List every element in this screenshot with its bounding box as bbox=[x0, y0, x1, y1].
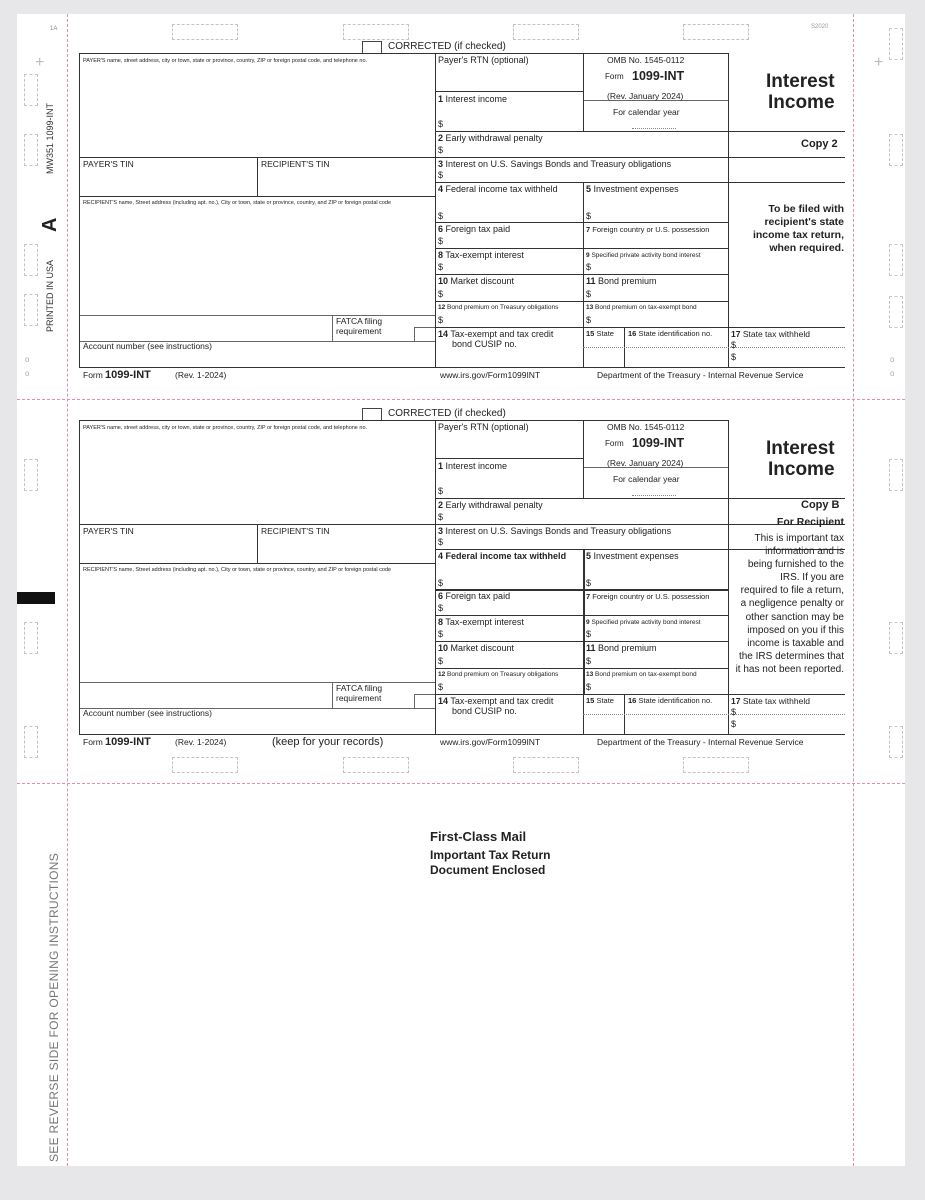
filing-note-2: recipient's state bbox=[764, 216, 844, 228]
box12-label: Bond premium on Treasury obligations bbox=[447, 671, 559, 678]
printed-in-usa: PRINTED IN USA bbox=[45, 259, 55, 332]
box1-label: Interest income bbox=[445, 94, 508, 104]
reverse-side-note: SEE REVERSE SIDE FOR OPENING INSTRUCTIONS bbox=[47, 852, 61, 1162]
box3-label: Interest on U.S. Savings Bonds and Treasury obligations bbox=[445, 526, 672, 536]
footer-form-name: 1099-INT bbox=[105, 369, 151, 381]
payer-block-label: PAYER'S name, street address, city or town, state or province, country, ZIP or foreign postal code, and telephone no. bbox=[83, 58, 368, 64]
box7-label: Foreign country or U.S. possession bbox=[592, 592, 710, 601]
recipient-tin-label: RECIPIENT'S TIN bbox=[261, 159, 330, 169]
footer-rev: (Rev. 1-2024) bbox=[175, 370, 227, 380]
form-title: Interest bbox=[766, 438, 835, 459]
recipient-block-label: RECIPIENT'S name, Street address (including apt. no.), City or town, state or province, country, and ZIP or foreign postal code bbox=[83, 200, 392, 206]
form-title-2: Income bbox=[768, 92, 835, 113]
filing-note-3: income tax return, bbox=[752, 229, 844, 241]
payer-name-field[interactable] bbox=[83, 437, 429, 519]
mail-notice: Important Tax Return bbox=[430, 848, 551, 862]
notice-line: it has not been reported. bbox=[735, 663, 844, 675]
form-name: 1099-INT bbox=[632, 69, 685, 83]
box11-label: Bond premium bbox=[598, 276, 657, 286]
recipient-notice bbox=[736, 532, 844, 676]
box9-label: Specified private activity bond interest bbox=[591, 252, 701, 259]
box4-label: Federal income tax withheld bbox=[445, 551, 567, 561]
box3-label: Interest on U.S. Savings Bonds and Treasury obligations bbox=[445, 159, 672, 169]
box2-label: Early withdrawal penalty bbox=[445, 133, 543, 143]
fatca-label-2: requirement bbox=[336, 693, 382, 703]
box11-label: Bond premium bbox=[598, 643, 657, 653]
payer-tin-label: PAYER'S TIN bbox=[83, 159, 134, 169]
box14-label-2: bond CUSIP no. bbox=[452, 339, 517, 349]
box16-label: State identification no. bbox=[638, 329, 713, 338]
notice-line: other sanction may be bbox=[745, 611, 844, 623]
revision: (Rev. January 2024) bbox=[607, 91, 684, 101]
box17-label: State tax withheld bbox=[742, 696, 810, 706]
box15-label: State bbox=[596, 696, 614, 705]
perforation-line bbox=[17, 399, 905, 400]
notice-line: the IRS determines that bbox=[738, 650, 844, 662]
revision: (Rev. January 2024) bbox=[607, 458, 684, 468]
recipient-name-field[interactable] bbox=[83, 210, 429, 310]
box13-label: Bond premium on tax-exempt bond bbox=[595, 671, 697, 678]
box15-label: State bbox=[596, 329, 614, 338]
box9-label: Specified private activity bond interest bbox=[591, 619, 701, 626]
box6-label: Foreign tax paid bbox=[445, 591, 511, 601]
fatca-label-2: requirement bbox=[336, 326, 382, 336]
rtn-label: Payer's RTN (optional) bbox=[438, 422, 529, 432]
calendar-year-label: For calendar year bbox=[613, 474, 680, 484]
black-tab-mark bbox=[17, 592, 55, 604]
footer-url: www.irs.gov/Form1099INT bbox=[440, 370, 541, 380]
box8-label: Tax-exempt interest bbox=[445, 617, 524, 627]
account-number-label: Account number (see instructions) bbox=[83, 708, 212, 718]
footer-url: www.irs.gov/Form1099INT bbox=[440, 737, 541, 747]
fatca-label: FATCA filing bbox=[336, 683, 383, 693]
payer-block-label: PAYER'S name, street address, city or town, state or province, country, ZIP or foreign postal code, and telephone no. bbox=[83, 425, 368, 431]
notice-line: income is taxable and bbox=[747, 637, 844, 649]
footer-form-name: 1099-INT bbox=[105, 736, 151, 748]
perforation-line bbox=[853, 14, 854, 1166]
footer-rev: (Rev. 1-2024) bbox=[175, 737, 227, 747]
box13-label: Bond premium on tax-exempt bond bbox=[595, 304, 697, 311]
notice-line: a negligence penalty or bbox=[740, 598, 844, 610]
omb-number: OMB No. 1545-0112 bbox=[607, 422, 685, 432]
filing-note-4: when required. bbox=[769, 242, 844, 254]
calendar-year-label: For calendar year bbox=[613, 107, 680, 117]
recipient-block-label: RECIPIENT'S name, Street address (including apt. no.), City or town, state or province, country, and ZIP or foreign postal code bbox=[83, 567, 392, 573]
perforation-line bbox=[67, 14, 68, 1166]
sheet-code: 1A bbox=[50, 26, 58, 32]
corrected-label: CORRECTED (if checked) bbox=[388, 41, 506, 52]
form-word: Form bbox=[605, 72, 624, 81]
box7-label: Foreign country or U.S. possession bbox=[592, 225, 710, 234]
box2-label: Early withdrawal penalty bbox=[445, 500, 543, 510]
footer-form: Form bbox=[83, 370, 103, 380]
copy-label: Copy B bbox=[801, 499, 840, 511]
form-name: 1099-INT bbox=[632, 436, 685, 450]
copy-label: Copy 2 bbox=[801, 138, 838, 150]
footer-dept: Department of the Treasury - Internal Revenue Service bbox=[597, 370, 804, 380]
box5-label: Investment expenses bbox=[593, 184, 679, 194]
box12-label: Bond premium on Treasury obligations bbox=[447, 304, 559, 311]
box8-label: Tax-exempt interest bbox=[445, 250, 524, 260]
notice-line: This is important tax bbox=[754, 533, 844, 544]
copy-letter: A bbox=[39, 217, 61, 232]
notice-line: being furnished to the bbox=[747, 559, 844, 571]
payer-tin-label: PAYER'S TIN bbox=[83, 526, 134, 536]
box14-label-2: bond CUSIP no. bbox=[452, 706, 517, 716]
notice-line: IRS. If you are bbox=[780, 572, 844, 584]
for-recipient: For Recipient bbox=[776, 516, 844, 528]
form-title: Interest bbox=[766, 71, 835, 92]
fatca-label: FATCA filing bbox=[336, 316, 383, 326]
notice-line: required to file a return, bbox=[740, 585, 844, 597]
recipient-name-field[interactable] bbox=[83, 577, 429, 677]
form-word: Form bbox=[605, 439, 624, 448]
box16-label: State identification no. bbox=[638, 696, 713, 705]
mail-class: First-Class Mail bbox=[430, 829, 527, 844]
notice-line: information and is bbox=[765, 546, 844, 558]
recipient-tin-label: RECIPIENT'S TIN bbox=[261, 526, 330, 536]
payer-name-field[interactable] bbox=[83, 70, 429, 152]
form-title-2: Income bbox=[768, 459, 835, 480]
box10-label: Market discount bbox=[450, 643, 515, 653]
footer-dept: Department of the Treasury - Internal Revenue Service bbox=[597, 737, 804, 747]
box1-label: Interest income bbox=[445, 461, 508, 471]
box6-label: Foreign tax paid bbox=[445, 224, 511, 234]
box5-label: Investment expenses bbox=[593, 551, 679, 561]
omb-number: OMB No. 1545-0112 bbox=[607, 55, 685, 65]
box17-label: State tax withheld bbox=[742, 329, 810, 339]
footer-keep: (keep for your records) bbox=[272, 736, 384, 748]
notice-line: imposed on you if this bbox=[747, 624, 844, 636]
account-number-label: Account number (see instructions) bbox=[83, 341, 212, 351]
corrected-label: CORRECTED (if checked) bbox=[388, 408, 506, 419]
product-code: MW351 1099-INT bbox=[45, 102, 55, 174]
box10-label: Market discount bbox=[450, 276, 515, 286]
form-sheet: 1A S2020 o o o o + + MW351 1099-INT A PRINTED IN USA SEE REVERSE SIDE FOR OPENING INSTRUCTIONS CORRECTED (if checked) PAYER'S name, street address, city or town, state or province, country, ZIP or foreign postal code, and telephone no. PAYER'S TIN RECIPIENT'S TIN RECIPIENT'S name, Street address (including apt. no.), City or town, state or province, country, and ZIP or foreign postal code FATCA filing requirement Account number (see instructions) Payer's RTN (optional) OMB No. 1545-0112 Form 1099-INT (Rev. January 2024) For calendar year 1 Interest income $ 2 Early withdrawal penalty $ 3 Interest on U.S. Savings Bonds and Treasury obligations $ 4 Federal income tax withheld $ 5 Investment expenses $ 6 Foreign tax paid $ 7 Foreign country or U.S. possession 8 Tax-exempt interest $ 9 Specified private activity bond interest $ 10 Market discount $ 11 Bond premium $ 12 Bond premium on Treasury obligations $ 13 Bond premium on tax-exempt bond $ 14 Tax-exempt and tax credit bond CUSIP no. 15 State 16 State identification no. 17 State tax withheld $ $ Interest Income Copy 2 To be filed with recipient's state income tax return, when required. Form 1099-INT (Rev. 1-2024) www.irs.gov/Form1099INT Department of the Treasury - Internal Revenue Service CORRECTED (if checked) PAYER'S name, street address, city or town, state or province, country, ZIP or foreign postal code, and telephone no. PAYER'S TIN RECIPIENT'S TIN RECIPIENT'S name, Street address (including apt. no.), City or town, state or province, country, and ZIP or foreign postal code FATCA filing requirement Account number (see instructions) Payer's RTN (optional) OMB No. 1545-0112 Form 1099-INT (Rev. January 2024) For calendar year 1 Interest income $ 2 Early withdrawal penalty $ 3 Interest on U.S. Savings Bonds and Treasury obligations $ 4 Federal income tax withheld $ 5 Investment expenses $ 6 Foreign tax paid $ 7 Foreign country or U.S. possession 8 Tax-exempt interest $ 9 Specified private activity bond interest $ 10 Market discount $ 11 Bond premium $ 12 Bond premium on Treasury obligations $ 13 Bond premium on tax-exempt bond $ 14 Tax-exempt and tax credit bond CUSIP no. 15 State 16 State identification no. 17 State tax withheld $ $ Interest Income Copy B For Recipient This is important tax information and is being furnished to the IRS. If you are required to file a return, a negligence penalty or other sanction may be imposed on you if this income is taxable and the IRS determines that it has not been reported. Form 1099-INT (Rev. 1-2024) (keep for your records) www.irs.gov/Form1099INT Department of the Treasury - Internal Revenue Service First-Class Mail Important Tax Return Document Enclosed bbox=[17, 14, 905, 1166]
filing-note: To be filed with bbox=[768, 203, 844, 215]
rtn-label: Payer's RTN (optional) bbox=[438, 55, 529, 65]
perforation-line bbox=[17, 783, 905, 784]
box4-label: Federal income tax withheld bbox=[445, 184, 558, 194]
box14-label: Tax-exempt and tax credit bbox=[450, 329, 554, 339]
box14-label: Tax-exempt and tax credit bbox=[450, 696, 554, 706]
corner-code: S2020 bbox=[811, 24, 829, 30]
mail-notice-2: Document Enclosed bbox=[430, 863, 546, 877]
footer-form: Form bbox=[83, 737, 103, 747]
